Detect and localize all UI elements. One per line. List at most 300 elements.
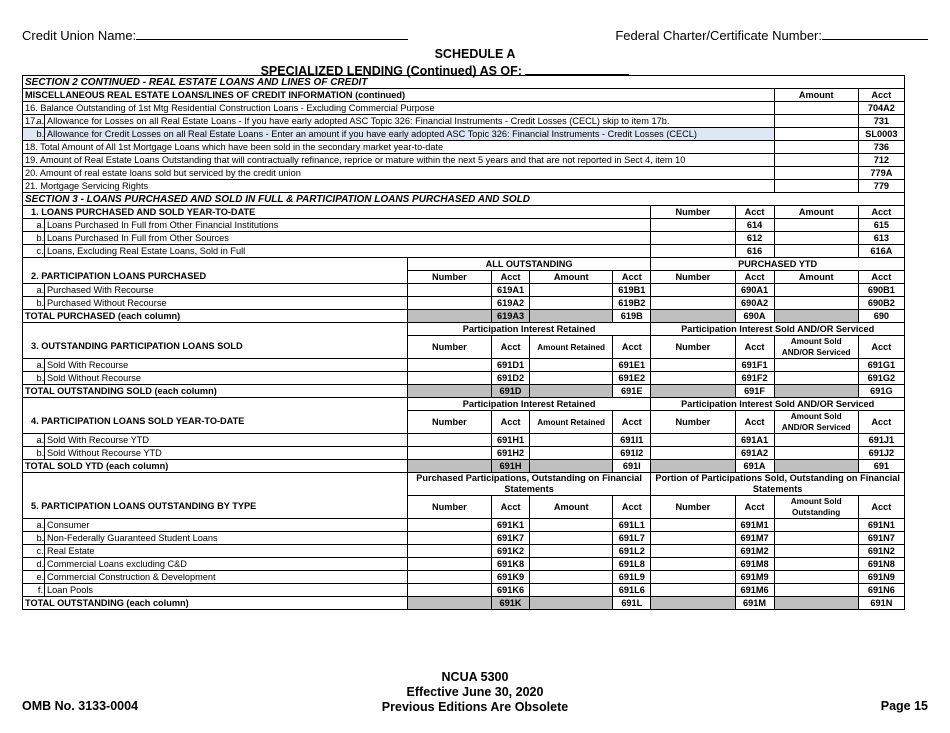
amount-input[interactable]	[774, 359, 858, 372]
item-number	[23, 128, 35, 141]
greyed-cell	[530, 310, 613, 323]
item-label: Loans Purchased In Full from Other Financial Institutions	[45, 219, 651, 232]
amount-input[interactable]	[530, 434, 613, 447]
item-letter: a.	[36, 284, 45, 295]
spacer	[23, 219, 35, 232]
number-header: Number	[651, 496, 735, 519]
acct-code: 691L1	[613, 519, 651, 532]
acct-code: 779	[858, 180, 904, 193]
amount-input[interactable]	[774, 372, 858, 385]
section-3-title: SECTION 3 - LOANS PURCHASED AND SOLD IN FULL & PARTICIPATION LOANS PURCHASED AND SOLD	[23, 193, 905, 206]
participation-row	[23, 545, 905, 558]
participation-row	[23, 558, 905, 571]
number-input[interactable]	[651, 558, 735, 571]
acct-code: 690B2	[858, 297, 904, 310]
acct-code: 691M8	[735, 558, 774, 571]
item-label: Purchased Without Recourse	[45, 297, 408, 310]
column-header-row	[23, 496, 905, 519]
amount-header: Amount	[774, 89, 858, 102]
number-input[interactable]	[651, 297, 735, 310]
amount-input[interactable]	[774, 519, 858, 532]
obsolete-notice: Previous Editions Are Obsolete	[381, 700, 569, 714]
spacer	[23, 447, 35, 460]
amount-input[interactable]	[774, 102, 858, 115]
number-header: Number	[651, 271, 735, 284]
spacer	[23, 519, 35, 532]
total-label: TOTAL SOLD YTD (each column)	[23, 460, 408, 473]
item-label: Commercial Loans excluding C&D	[45, 558, 408, 571]
acct-code: 691L	[613, 597, 651, 610]
total-label: TOTAL OUTSTANDING SOLD (each column)	[23, 385, 408, 398]
misc-item-row	[23, 180, 905, 193]
acct-code: 691M9	[735, 571, 774, 584]
acct-code: 691A	[735, 460, 774, 473]
number-input[interactable]	[651, 219, 735, 232]
total-row	[23, 597, 905, 610]
spacer	[23, 232, 35, 245]
charter-number-line[interactable]	[822, 26, 928, 40]
group-left-label: Participation Interest Retained	[407, 323, 651, 336]
spacer	[23, 571, 35, 584]
acct-code: 691I	[613, 460, 651, 473]
acct-code: 616	[735, 245, 774, 258]
number-input[interactable]	[651, 519, 735, 532]
item-letter: e.	[36, 571, 45, 582]
credit-union-name-field	[22, 26, 408, 43]
schedule-title-block	[0, 47, 950, 78]
total-label: TOTAL PURCHASED (each column)	[23, 310, 408, 323]
item-label: Sold Without Recourse YTD	[45, 447, 408, 460]
item-number: 20.	[25, 167, 38, 178]
acct-code: 691F	[735, 385, 774, 398]
group-right-label: Participation Interest Sold AND/OR Serviced	[651, 398, 905, 411]
amount-input[interactable]	[774, 584, 858, 597]
spacer	[23, 558, 35, 571]
greyed-cell	[407, 385, 491, 398]
section-3-header	[23, 193, 905, 206]
amount-input[interactable]	[530, 571, 613, 584]
item-letter: c.	[36, 245, 44, 256]
blank	[23, 398, 408, 411]
loan-row	[23, 219, 905, 232]
group-header-row	[23, 323, 905, 336]
greyed-cell	[651, 597, 735, 610]
acct-code: 691E	[613, 385, 651, 398]
number-input[interactable]	[407, 532, 491, 545]
acct-code: 691E2	[613, 372, 651, 385]
item-label: Consumer	[45, 519, 408, 532]
greyed-cell	[651, 385, 735, 398]
acct-header: Acct	[492, 271, 530, 284]
acct-code: 736	[858, 141, 904, 154]
acct-code: 691N2	[858, 545, 904, 558]
acct-code: 612	[735, 232, 774, 245]
item-label: Loans, Excluding Real Estate Loans, Sold in Full	[45, 245, 651, 258]
item-label	[23, 141, 775, 154]
acct-code: 690A2	[735, 297, 774, 310]
item-label	[23, 180, 775, 193]
spacer	[23, 545, 35, 558]
item-label	[23, 102, 775, 115]
column-header-row	[23, 271, 905, 284]
number-input[interactable]	[407, 447, 491, 460]
number-header: Number	[407, 496, 491, 519]
participation-row	[23, 584, 905, 597]
item-letter: a.	[36, 359, 45, 370]
amount-input[interactable]	[530, 447, 613, 460]
item-letter: d.	[36, 558, 45, 569]
participation-row	[23, 519, 905, 532]
spacer	[23, 359, 35, 372]
acct-header: Acct	[492, 336, 530, 359]
omb-number: OMB No. 3133-0004	[22, 699, 139, 713]
item-text: Mortgage Servicing Rights	[40, 180, 149, 191]
spacer	[23, 434, 35, 447]
credit-union-name-label: Credit Union Name:	[22, 28, 137, 43]
acct-header: Acct	[735, 271, 774, 284]
number-input[interactable]	[651, 545, 735, 558]
acct-code: 691N6	[858, 584, 904, 597]
misc-item-row	[23, 154, 905, 167]
acct-code: 779A	[858, 167, 904, 180]
acct-header: Acct	[858, 336, 904, 359]
amount-input[interactable]	[530, 297, 613, 310]
item-label: Real Estate	[45, 545, 408, 558]
number-input[interactable]	[651, 245, 735, 258]
acct-code: SL0003	[858, 128, 904, 141]
acct-code: 691G1	[858, 359, 904, 372]
blank	[23, 473, 408, 496]
acct-code: 691A1	[735, 434, 774, 447]
number-input[interactable]	[407, 571, 491, 584]
acct-header: Acct	[735, 411, 774, 434]
blank	[23, 323, 408, 336]
acct-code: 691N1	[858, 519, 904, 532]
amount-input[interactable]	[774, 571, 858, 584]
amount-input[interactable]	[530, 519, 613, 532]
amount-input[interactable]	[774, 167, 858, 180]
amount-input[interactable]	[774, 532, 858, 545]
loans-purchased-sold-header	[23, 206, 905, 219]
item-text: Amount of real estate loans sold but serviced by the credit union	[39, 167, 301, 178]
item-label	[23, 167, 775, 180]
acct-header: Acct	[613, 271, 651, 284]
group-right-label: PURCHASED YTD	[651, 258, 905, 271]
loan-row	[23, 245, 905, 258]
column-header-row	[23, 411, 905, 434]
misc-item-row	[23, 167, 905, 180]
schedule-a-table	[22, 75, 905, 610]
greyed-cell	[651, 310, 735, 323]
acct-header: Acct	[613, 496, 651, 519]
item-letter: a.	[36, 219, 45, 230]
amount-input[interactable]	[774, 558, 858, 571]
charter-number-field	[615, 26, 928, 43]
number-input[interactable]	[407, 434, 491, 447]
item-letter: a.	[36, 115, 45, 126]
acct-header: Acct	[858, 89, 904, 102]
acct-code: 619B	[613, 310, 651, 323]
group-left-label: ALL OUTSTANDING	[407, 258, 651, 271]
acct-code: 691H2	[492, 447, 530, 460]
item-label: Loan Pools	[45, 584, 408, 597]
amount-input[interactable]	[774, 434, 858, 447]
form-number: NCUA 5300	[441, 670, 509, 684]
participation-row	[23, 447, 905, 460]
acct-code: 691L8	[613, 558, 651, 571]
acct-code: 619A3	[492, 310, 530, 323]
acct-code: 691M1	[735, 519, 774, 532]
amount-input[interactable]	[530, 584, 613, 597]
item-label: Allowance for Losses on all Real Estate Loans - If you have early adopted ASC Topic 326: Financial Instruments - Credit Losses (CECL) skip to item 17b.	[45, 115, 775, 128]
acct-code: 619B1	[613, 284, 651, 297]
item-text: Balance Outstanding of 1st Mtg Residential Construction Loans - Excluding Commercial Purpose	[40, 102, 435, 113]
item-label	[23, 154, 775, 167]
effective-date: Effective June 30, 2020	[406, 685, 544, 699]
total-row	[23, 385, 905, 398]
number-input[interactable]	[651, 584, 735, 597]
participation-row	[23, 372, 905, 385]
blank	[23, 258, 408, 271]
acct-header: Acct	[492, 496, 530, 519]
number-header: Number	[407, 271, 491, 284]
acct-code: 691N	[858, 597, 904, 610]
number-input[interactable]	[407, 284, 491, 297]
acct-code: 691K	[492, 597, 530, 610]
amount-input[interactable]	[774, 141, 858, 154]
charter-number-label: Federal Charter/Certificate Number:	[615, 28, 822, 43]
item-letter: b.	[36, 232, 45, 243]
amount-input[interactable]	[774, 115, 858, 128]
acct-header: Acct	[858, 206, 904, 219]
misc-item-row	[23, 128, 905, 141]
participation-row	[23, 297, 905, 310]
amount-header: Amount	[530, 271, 613, 284]
greyed-cell	[530, 460, 613, 473]
group-right-label: Participation Interest Sold AND/OR Serviced	[651, 323, 905, 336]
item-label: Purchased With Recourse	[45, 284, 408, 297]
participation-row	[23, 532, 905, 545]
number-header: Number	[651, 336, 735, 359]
part-title: 5. PARTICIPATION LOANS OUTSTANDING BY TYPE	[23, 496, 408, 519]
acct-code: 691K7	[492, 532, 530, 545]
amount-input[interactable]	[530, 372, 613, 385]
acct-header: Acct	[735, 336, 774, 359]
part-title: 4. PARTICIPATION LOANS SOLD YEAR-TO-DATE	[23, 411, 408, 434]
amount-input[interactable]	[530, 359, 613, 372]
item-letter: a.	[36, 519, 45, 530]
greyed-cell	[530, 597, 613, 610]
amount-input[interactable]	[774, 180, 858, 193]
greyed-cell	[407, 310, 491, 323]
acct-code: 691K1	[492, 519, 530, 532]
misc-heading-row	[23, 89, 905, 102]
item-number: 16.	[25, 102, 38, 113]
schedule-title: SCHEDULE A	[434, 47, 516, 61]
item-letter: b.	[36, 532, 45, 543]
number-input[interactable]	[651, 532, 735, 545]
number-input[interactable]	[407, 519, 491, 532]
amount-input[interactable]	[774, 219, 858, 232]
footer-center	[0, 670, 950, 715]
acct-code: 619A1	[492, 284, 530, 297]
number-input[interactable]	[651, 372, 735, 385]
number-header: Number	[651, 206, 735, 219]
acct-code: 691K8	[492, 558, 530, 571]
acct-code: 691D	[492, 385, 530, 398]
acct-code: 691N7	[858, 532, 904, 545]
number-input[interactable]	[407, 545, 491, 558]
acct-code: 690B1	[858, 284, 904, 297]
number-input[interactable]	[651, 447, 735, 460]
total-label: TOTAL OUTSTANDING (each column)	[23, 597, 408, 610]
amount-input[interactable]	[774, 245, 858, 258]
group-header-row	[23, 473, 905, 496]
amount-input[interactable]	[530, 558, 613, 571]
greyed-cell	[774, 597, 858, 610]
number-input[interactable]	[407, 297, 491, 310]
item-label: Sold With Recourse YTD	[45, 434, 408, 447]
number-input[interactable]	[651, 232, 735, 245]
acct-code: 691D1	[492, 359, 530, 372]
misc-item-row	[23, 141, 905, 154]
acct-code: 616A	[858, 245, 904, 258]
acct-code: 691N9	[858, 571, 904, 584]
greyed-cell	[774, 310, 858, 323]
greyed-cell	[651, 460, 735, 473]
spacer	[23, 372, 35, 385]
total-row	[23, 310, 905, 323]
number-input[interactable]	[407, 372, 491, 385]
amount-input[interactable]	[774, 154, 858, 167]
participation-row	[23, 284, 905, 297]
amount-input[interactable]	[774, 447, 858, 460]
acct-code: 691F1	[735, 359, 774, 372]
item-letter: b.	[36, 297, 45, 308]
acct-header: Acct	[613, 411, 651, 434]
acct-header: Acct	[492, 411, 530, 434]
amount-header: Amount	[774, 206, 858, 219]
column-header-row	[23, 336, 905, 359]
item-letter: b.	[36, 447, 45, 458]
item-letter: b.	[36, 128, 45, 139]
item-letter: a.	[36, 434, 45, 445]
acct-code: 704A2	[858, 102, 904, 115]
part-1-title: 1. LOANS PURCHASED AND SOLD YEAR-TO-DATE	[23, 206, 651, 219]
acct-code: 691L6	[613, 584, 651, 597]
acct-code: 690A	[735, 310, 774, 323]
number-input[interactable]	[651, 284, 735, 297]
item-label: Allowance for Credit Losses on all Real Estate Loans - Enter an amount if you have early adopted ASC Topic 326: Financial Instruments - Credit Losses (CECL)	[45, 128, 775, 141]
acct-code: 691J1	[858, 434, 904, 447]
loan-row	[23, 232, 905, 245]
number-input[interactable]	[407, 584, 491, 597]
acct-code: 691K2	[492, 545, 530, 558]
acct-code: 691L2	[613, 545, 651, 558]
spacer	[23, 297, 35, 310]
acct-code: 691D2	[492, 372, 530, 385]
acct-code: 619A2	[492, 297, 530, 310]
misc-item-row	[23, 115, 905, 128]
acct-code: 690	[858, 310, 904, 323]
misc-heading: MISCELLANEOUS REAL ESTATE LOANS/LINES OF CREDIT INFORMATION (continued)	[23, 89, 775, 102]
amount-header: Amount Retained	[530, 411, 613, 434]
item-letter: b.	[36, 372, 45, 383]
number-header: Number	[407, 336, 491, 359]
acct-code: 691J2	[858, 447, 904, 460]
amount-input[interactable]	[530, 284, 613, 297]
amount-input[interactable]	[530, 532, 613, 545]
acct-code: 731	[858, 115, 904, 128]
acct-header: Acct	[858, 496, 904, 519]
spacer	[23, 532, 35, 545]
amount-input[interactable]	[774, 128, 858, 141]
acct-code: 691H	[492, 460, 530, 473]
acct-code: 691M7	[735, 532, 774, 545]
section-2-title: SECTION 2 CONTINUED - REAL ESTATE LOANS AND LINES OF CREDIT	[23, 76, 905, 89]
acct-code: 613	[858, 232, 904, 245]
acct-code: 691F2	[735, 372, 774, 385]
acct-header: Acct	[613, 336, 651, 359]
participation-row	[23, 434, 905, 447]
acct-code: 691K9	[492, 571, 530, 584]
number-header: Number	[651, 411, 735, 434]
part-title: 3. OUTSTANDING PARTICIPATION LOANS SOLD	[23, 336, 408, 359]
amount-header: Amount	[774, 271, 858, 284]
group-header-row	[23, 398, 905, 411]
amount-input[interactable]	[774, 545, 858, 558]
group-right-label: Portion of Participations Sold, Outstanding on Financial Statements	[651, 473, 905, 496]
greyed-cell	[530, 385, 613, 398]
number-input[interactable]	[651, 434, 735, 447]
spacer	[23, 245, 35, 258]
section-2-header	[23, 76, 905, 89]
acct-code: 691G2	[858, 372, 904, 385]
number-input[interactable]	[651, 359, 735, 372]
greyed-cell	[407, 597, 491, 610]
acct-code: 691N8	[858, 558, 904, 571]
acct-code: 712	[858, 154, 904, 167]
acct-code: 691G	[858, 385, 904, 398]
total-row	[23, 460, 905, 473]
amount-header: Amount Sold Outstanding	[774, 496, 858, 519]
acct-code: 691	[858, 460, 904, 473]
item-letter: f.	[35, 584, 45, 597]
acct-code: 691L7	[613, 532, 651, 545]
item-label: Commercial Construction & Development	[45, 571, 408, 584]
amount-input[interactable]	[774, 297, 858, 310]
number-input[interactable]	[407, 359, 491, 372]
amount-header: Amount Sold AND/OR Serviced	[774, 411, 858, 434]
acct-code: 691M6	[735, 584, 774, 597]
item-letter: c.	[36, 545, 44, 556]
as-of-date-line[interactable]	[525, 61, 629, 75]
spacer	[23, 284, 35, 297]
credit-union-name-line[interactable]	[136, 26, 408, 40]
participation-row	[23, 359, 905, 372]
number-input[interactable]	[407, 558, 491, 571]
amount-input[interactable]	[774, 284, 858, 297]
number-input[interactable]	[651, 571, 735, 584]
greyed-cell	[774, 460, 858, 473]
item-label: Sold With Recourse	[45, 359, 408, 372]
item-number: 19.	[25, 154, 38, 165]
amount-input[interactable]	[530, 545, 613, 558]
amount-header: Amount	[530, 496, 613, 519]
item-label: Loans Purchased In Full from Other Sources	[45, 232, 651, 245]
greyed-cell	[774, 385, 858, 398]
amount-input[interactable]	[774, 232, 858, 245]
